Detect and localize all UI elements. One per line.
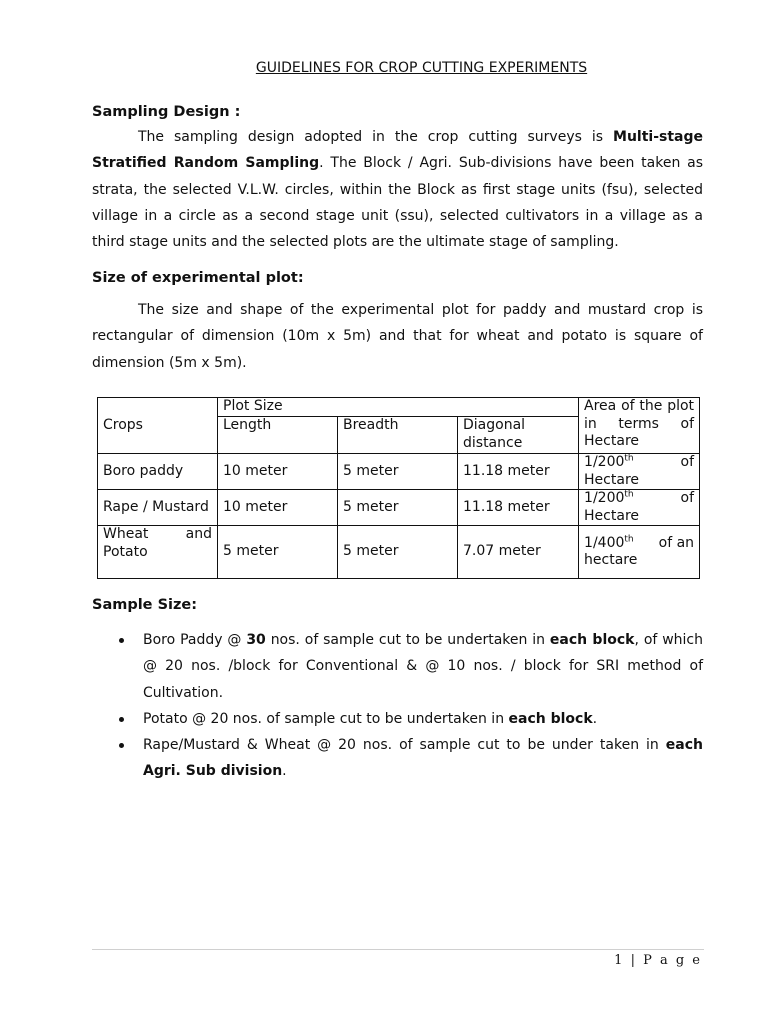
length-cell: 10 meter bbox=[218, 454, 338, 490]
crop-cell: Wheat and Potato bbox=[98, 526, 218, 579]
bullet-icon bbox=[119, 743, 124, 748]
crop-cell: Rape / Mustard bbox=[98, 490, 218, 526]
sample-size-list bbox=[92, 627, 703, 785]
bullet-icon bbox=[119, 638, 124, 643]
diagonal-cell: 11.18 meter bbox=[458, 490, 579, 526]
sampling-method-bold: Multi-stage Stratified Random Sampling bbox=[92, 129, 704, 172]
table-row bbox=[98, 454, 700, 490]
list-item: Rape/Mustard & Wheat @ 20 nos. of sample cut to be under taken in each Agri. Sub division. bbox=[92, 732, 703, 785]
area-cell: 1/200th of Hectare bbox=[579, 490, 700, 526]
breadth-cell: 5 meter bbox=[338, 490, 458, 526]
area-cell: 1/200th of Hectare bbox=[579, 454, 700, 490]
length-cell: 5 meter bbox=[218, 526, 338, 579]
plot-size-paragraph: The size and shape of the experimental plot for paddy and mustard crop is rectangular of dimension (10m x 5m) and that for wheat and potato is square of dimension (5m x 5m). bbox=[92, 302, 703, 371]
list-item: Potato @ 20 nos. of sample cut to be undertaken in each block. bbox=[92, 706, 703, 732]
diagonal-cell: 11.18 meter bbox=[458, 454, 579, 490]
breadth-cell: 5 meter bbox=[338, 526, 458, 579]
header-diagonal: Diagonal distance bbox=[458, 417, 579, 454]
document-title: GUIDELINES FOR CROP CUTTING EXPERIMENTS bbox=[255, 60, 588, 76]
diagonal-cell: 7.07 meter bbox=[458, 526, 579, 579]
header-area: Area of the plot in terms of Hectare bbox=[579, 398, 700, 454]
area-cell: 1/400th of an hectare bbox=[579, 526, 700, 579]
footer-divider bbox=[92, 949, 704, 950]
sampling-design-heading: Sampling Design : bbox=[92, 104, 241, 120]
page-number: 1 | P a g e bbox=[614, 953, 702, 968]
table-row bbox=[98, 526, 700, 579]
plot-size-table bbox=[97, 397, 700, 579]
sample-size-heading: Sample Size: bbox=[92, 597, 198, 613]
breadth-cell: 5 meter bbox=[338, 454, 458, 490]
header-breadth: Breadth bbox=[338, 417, 458, 454]
crop-cell: Boro paddy bbox=[98, 454, 218, 490]
sampling-design-paragraph: The sampling design adopted in the crop cutting surveys is Multi-stage Stratified Random Sampling. The Block / Agri. Sub-divisions have been taken as strata, the selected V.L.W. circles, within the Block as first stage units (fsu), selected village in a circle as a second stage unit (ssu), selected cultivators in a village as a third stage units and the selected plots are the ultimate stage of sampling. bbox=[92, 129, 704, 251]
bullet-icon bbox=[119, 717, 124, 722]
plot-size-heading: Size of experimental plot: bbox=[92, 270, 304, 286]
header-crops: Crops bbox=[98, 398, 218, 454]
header-length: Length bbox=[218, 417, 338, 454]
length-cell: 10 meter bbox=[218, 490, 338, 526]
table-row bbox=[98, 490, 700, 526]
header-plot-size: Plot Size bbox=[218, 398, 579, 417]
list-item: Boro Paddy @ 30 nos. of sample cut to be undertaken in each block, of which @ 20 nos. /block for Conventional & @ 10 nos. / block for SRI method of Cultivation. bbox=[92, 627, 703, 706]
